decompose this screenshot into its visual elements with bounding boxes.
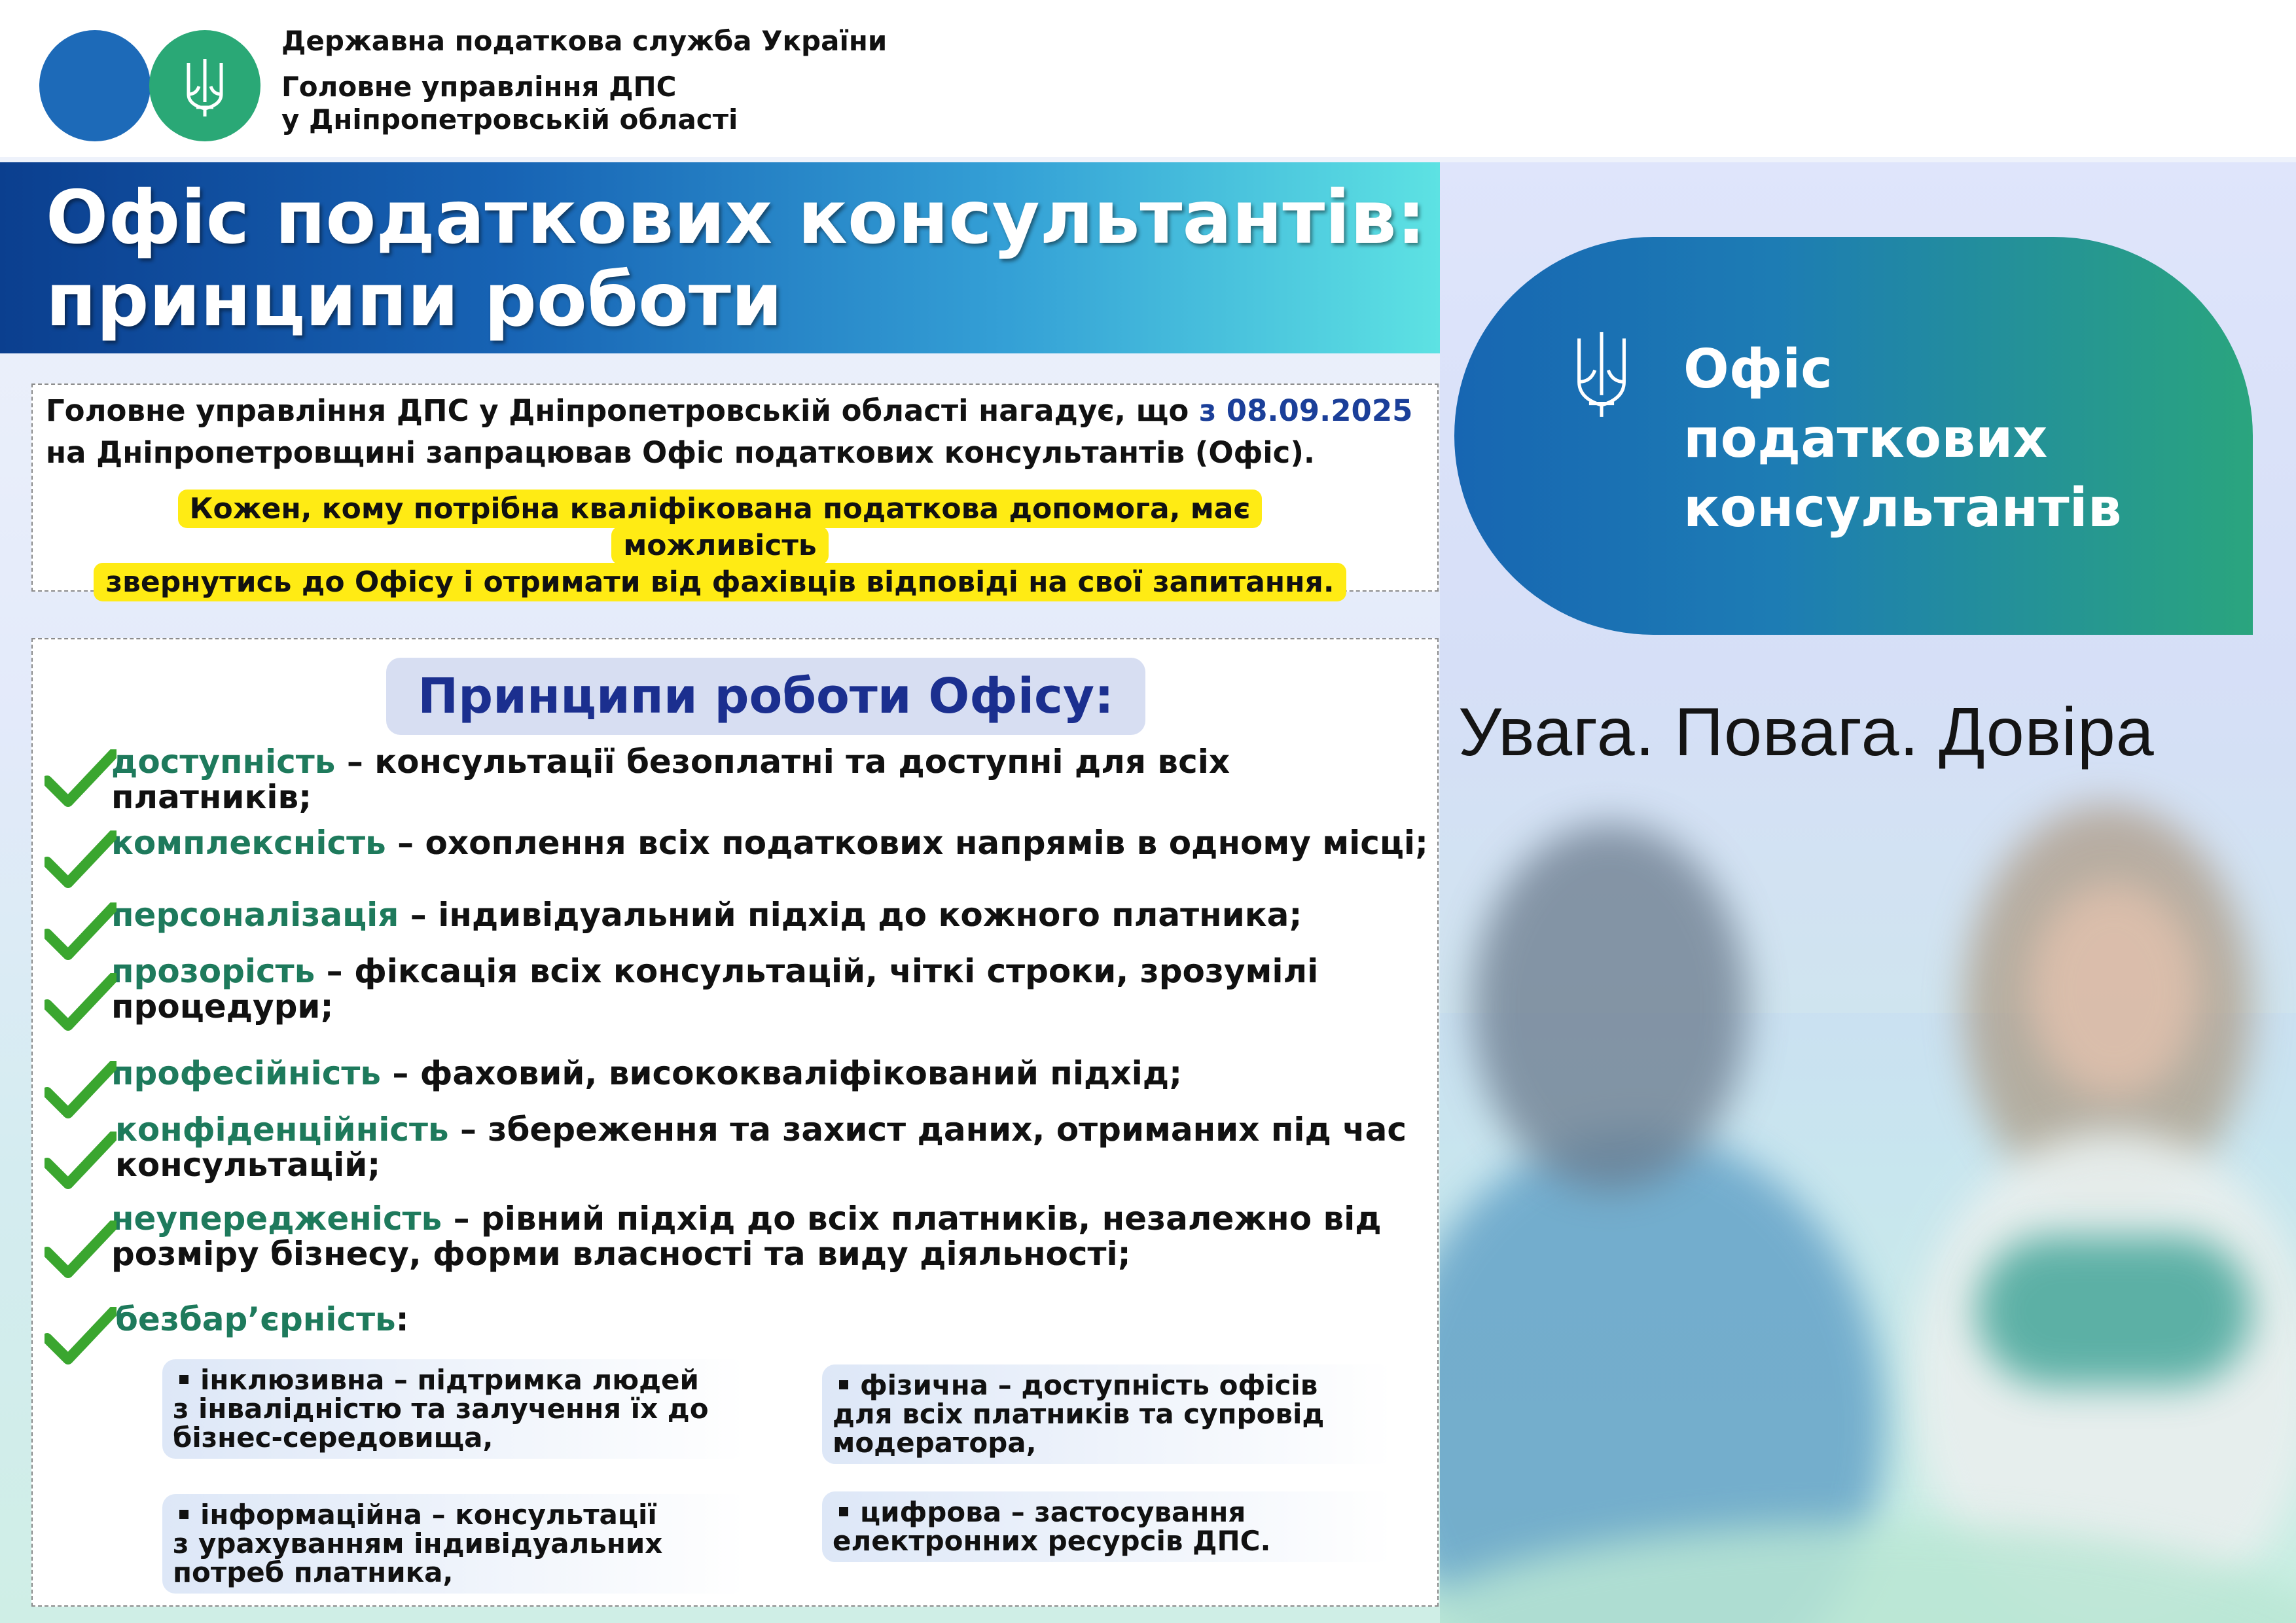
principles-box <box>31 638 1439 1607</box>
motto: Увага. Повага. Довіра <box>1458 694 2155 770</box>
photo-consultant-face <box>2029 882 2199 1098</box>
trident-icon <box>182 56 228 119</box>
principle-desc-cont: консультацій; <box>115 1146 381 1184</box>
badge-title-line3: консультантів <box>1683 477 2122 539</box>
principle-item <box>72 1302 409 1337</box>
highlight-line1: Кожен, кому потрібна кваліфікована податкова допомога, має можливість <box>178 490 1263 565</box>
principle-desc: : <box>395 1300 409 1338</box>
principle-item <box>72 744 1437 815</box>
principle-desc: – індивідуальний підхід до кожного платника; <box>399 896 1302 934</box>
principles-title: Принципи роботи Офісу: <box>386 658 1145 735</box>
logo-blue-circle <box>39 30 151 141</box>
principle-item <box>72 1056 1182 1091</box>
bullet-icon <box>179 1510 188 1519</box>
org-branch <box>281 71 738 136</box>
principle-desc-cont: розміру бізнесу, форми власності та виду діяльності; <box>111 1235 1131 1273</box>
check-icon <box>45 973 117 1031</box>
photo-client-head <box>1473 823 1748 1190</box>
check-icon <box>45 749 117 807</box>
dps-logo <box>39 26 262 144</box>
check-icon <box>45 830 117 888</box>
principle-desc: – фіксація всіх консультацій, чіткі строки, зрозумілі <box>315 952 1319 990</box>
accessibility-sub-item <box>822 1364 1393 1464</box>
principle-text <box>72 954 1318 1024</box>
principle-text <box>72 1056 1182 1091</box>
principle-desc: – охоплення всіх податкових напрямів в одному місці; <box>386 824 1429 862</box>
principle-term: прозорість <box>111 952 315 990</box>
check-icon <box>45 1221 117 1278</box>
principle-text <box>72 1201 1382 1272</box>
principle-item <box>72 897 1302 933</box>
accessibility-sub-item <box>822 1491 1393 1562</box>
intro-line2: на Дніпропетровщині запрацював Офіс податкових консультантів (Офіс). <box>46 435 1315 470</box>
principle-term: неупередженість <box>111 1200 442 1238</box>
page-title <box>46 177 1426 342</box>
intro-line1 <box>46 390 1412 432</box>
principle-term: комплексність <box>111 824 386 862</box>
principle-desc: – фаховий, висококваліфікований підхід; <box>380 1054 1183 1092</box>
accessibility-sub-item <box>162 1494 746 1594</box>
sub-item-line: інформаційна – консультації <box>200 1499 657 1531</box>
highlight-line2: звернутись до Офісу і отримати від фахівців відповіді на свої запитання. <box>94 563 1346 601</box>
highlight-callout <box>90 491 1350 601</box>
office-badge <box>1454 237 2253 635</box>
check-icon <box>45 902 117 960</box>
principle-item <box>72 1112 1407 1183</box>
principle-item <box>72 954 1318 1024</box>
principle-desc: – консультації безоплатні та доступні для всіх платників; <box>111 743 1230 816</box>
principle-text <box>72 897 1302 933</box>
principle-term: професійність <box>111 1054 381 1092</box>
badge-title-line1: Офіс <box>1683 338 1833 401</box>
check-icon <box>45 1307 117 1364</box>
principle-desc: – збереження та захист даних, отриманих під час <box>448 1111 1407 1149</box>
trident-icon <box>1572 329 1631 420</box>
start-date: з 08.09.2025 <box>1198 393 1413 428</box>
sub-item-line: модератора, <box>833 1427 1037 1459</box>
principle-desc: – рівний підхід до всіх платників, незалежно від <box>442 1200 1382 1238</box>
photo-shirt-logo <box>1977 1236 2251 1386</box>
logo-green-circle <box>149 30 260 141</box>
badge-title-line2: податкових <box>1683 408 2048 470</box>
principle-term: безбар’єрність <box>115 1300 396 1338</box>
principle-text <box>72 1302 409 1337</box>
org-branch-line1: Головне управління ДПС <box>281 71 677 103</box>
sub-item-line: інклюзивна – підтримка людей <box>200 1364 699 1396</box>
title-banner <box>0 162 1440 353</box>
principle-desc-cont: процедури; <box>111 988 334 1026</box>
sub-item-line: цифрова – застосування <box>860 1496 1246 1528</box>
principle-term: персоналізація <box>111 896 399 934</box>
principle-term: конфіденційність <box>115 1111 449 1149</box>
accessibility-sub-item <box>162 1359 746 1459</box>
org-branch-line2: у Дніпропетровській області <box>281 103 738 135</box>
sub-item-line: з інвалідністю та залучення їх до <box>173 1393 709 1425</box>
bullet-icon <box>179 1375 188 1384</box>
sub-item-line: фізична – доступність офісів <box>860 1369 1318 1401</box>
sub-item-line: бізнес-середовища, <box>173 1421 493 1454</box>
sub-item-line: електронних ресурсів ДПС. <box>833 1525 1271 1557</box>
bullet-icon <box>839 1380 848 1389</box>
check-icon <box>45 1132 117 1189</box>
check-icon <box>45 1061 117 1118</box>
sub-item-line: для всіх платників та супровід <box>833 1398 1325 1430</box>
principle-text <box>72 1112 1407 1183</box>
sub-item-line: з урахуванням індивідуальних <box>173 1527 663 1560</box>
intro-text <box>46 390 1412 474</box>
page-title-line1: Офіс податкових консультантів: <box>46 175 1426 260</box>
badge-title <box>1683 335 2122 543</box>
page-title-line2: принципи роботи <box>46 258 783 343</box>
intro-box <box>31 383 1439 599</box>
org-name: Державна податкова служба України <box>281 25 888 57</box>
intro-line1-text: Головне управління ДПС у Дніпропетровській області нагадує, що <box>46 393 1199 428</box>
principle-text <box>72 744 1437 815</box>
bullet-icon <box>839 1507 848 1516</box>
principle-text <box>72 825 1428 861</box>
principle-item <box>72 825 1428 861</box>
principle-item <box>72 1201 1382 1272</box>
sub-item-line: потреб платника, <box>173 1556 454 1588</box>
principle-term: доступність <box>111 743 336 781</box>
